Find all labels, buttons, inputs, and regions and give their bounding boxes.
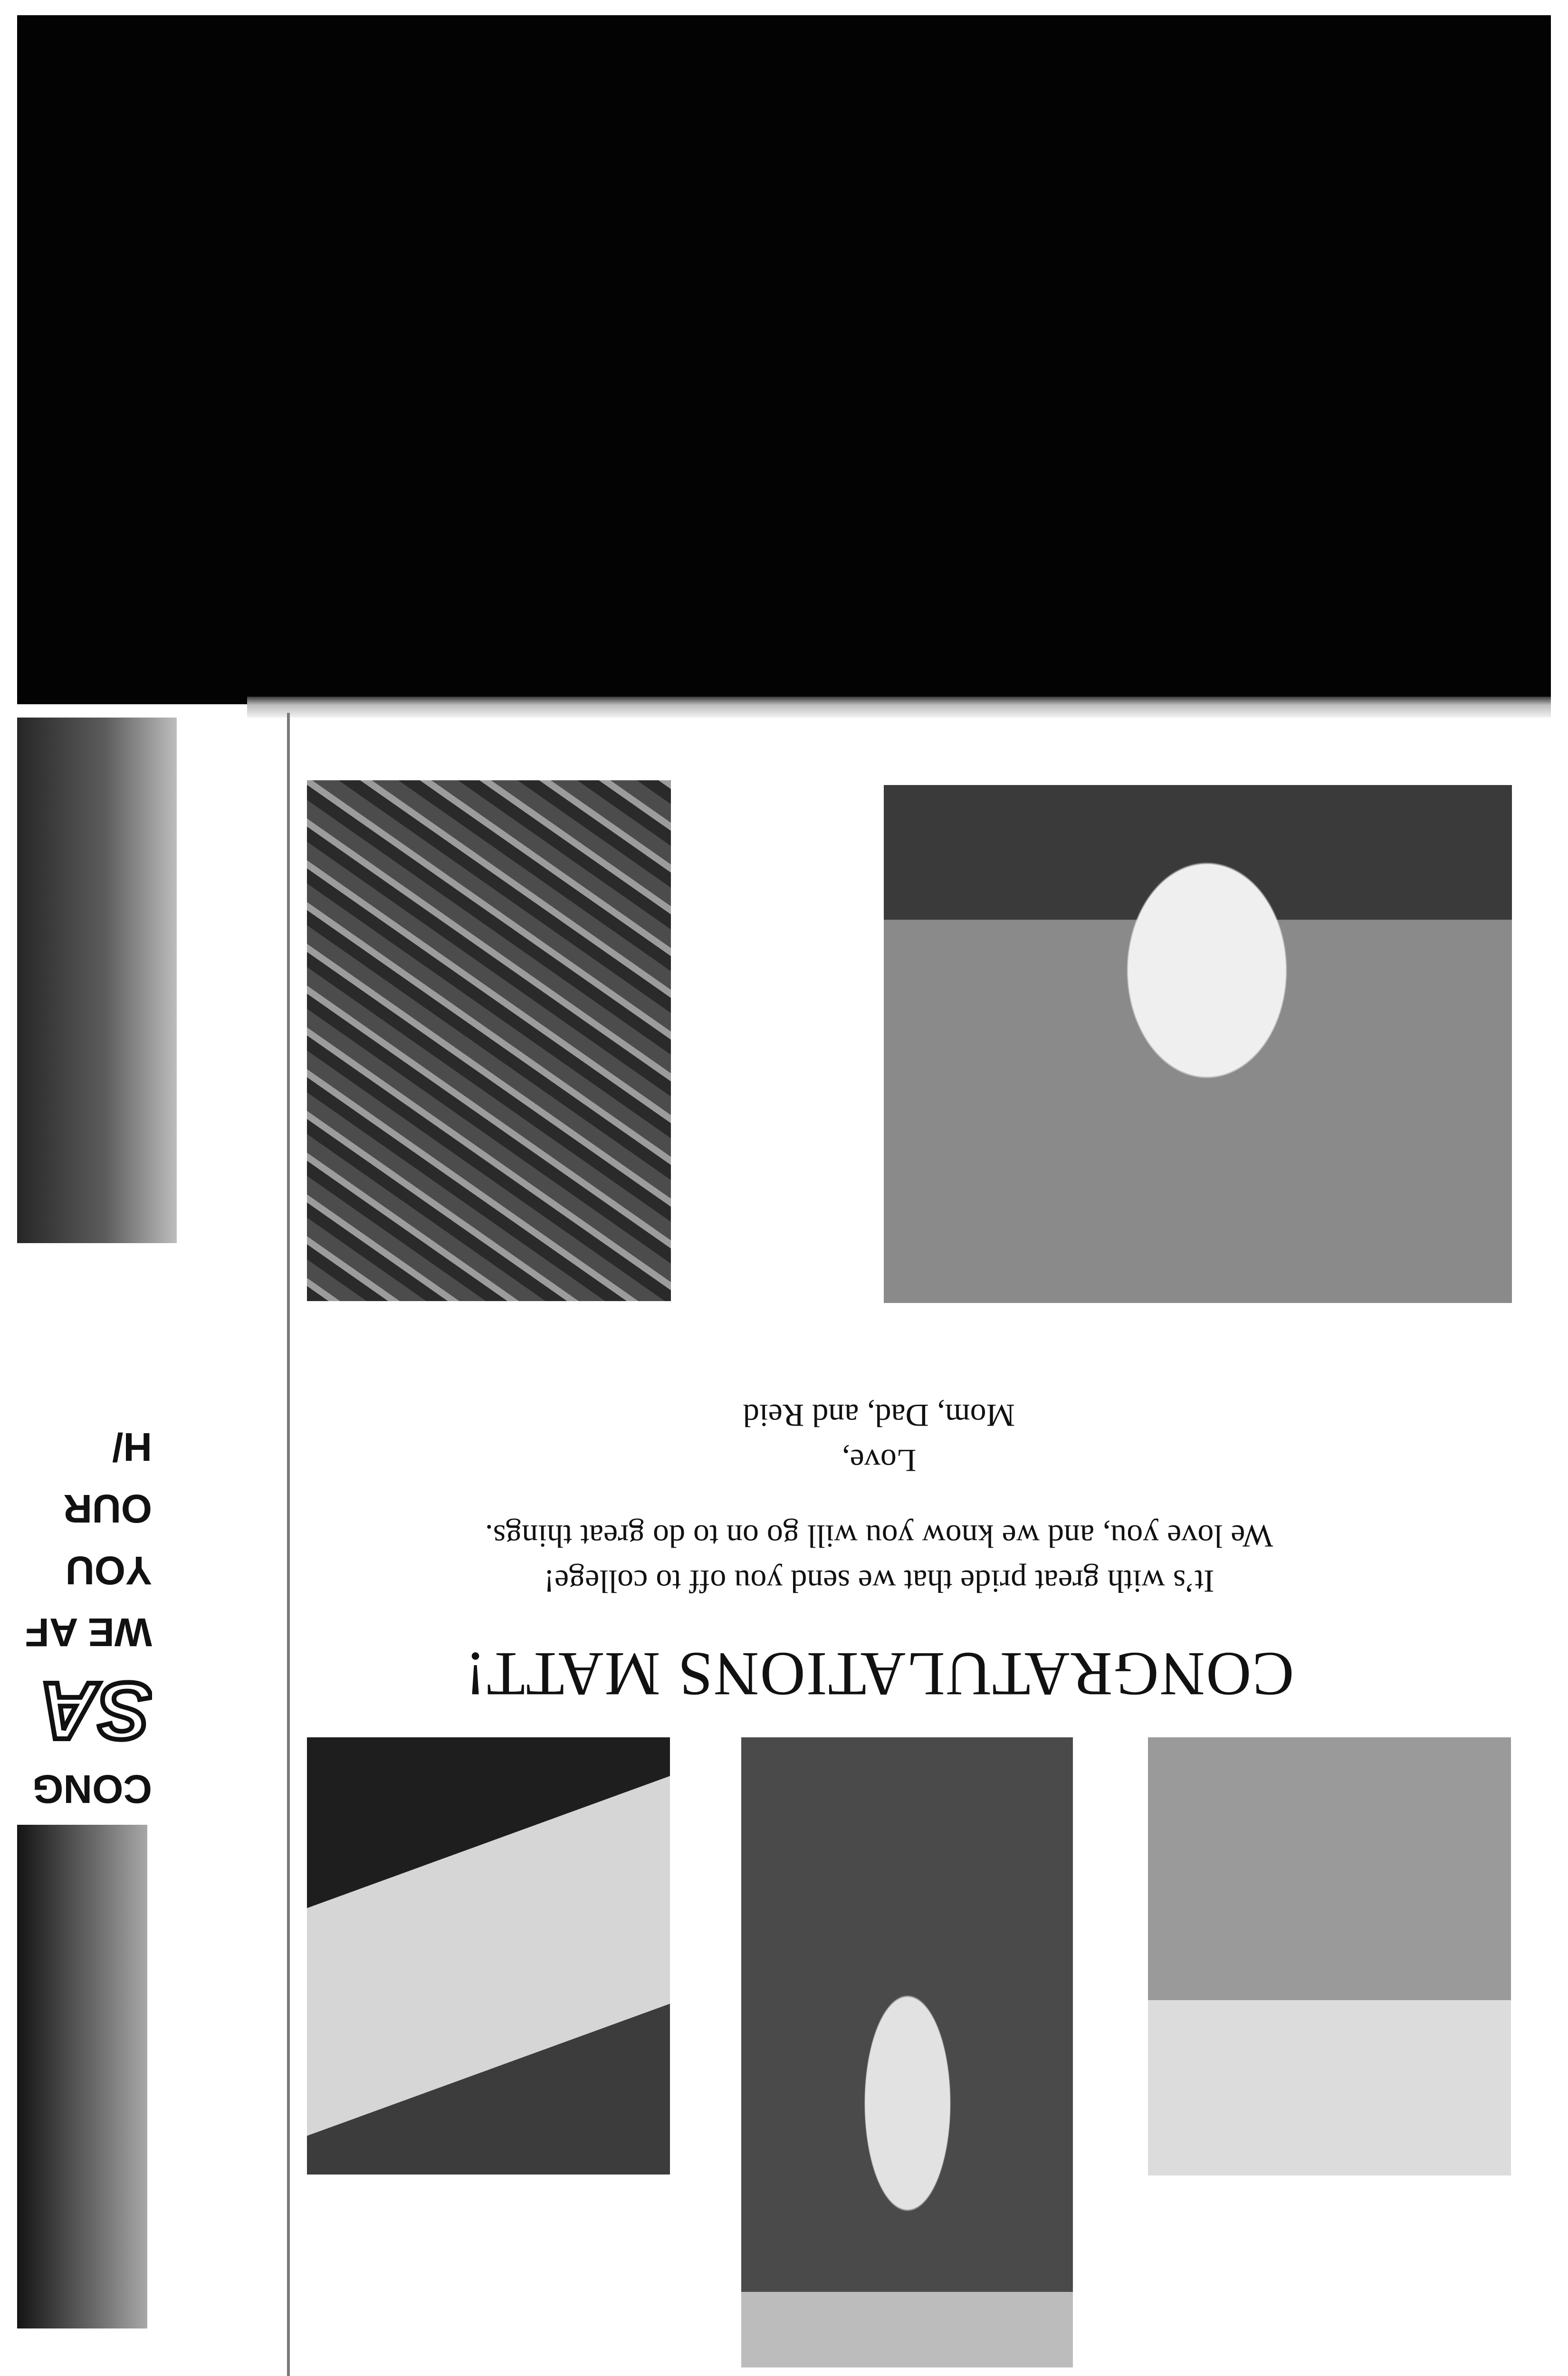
photo-child-eating (1148, 1737, 1511, 2175)
photo-flap-top (17, 718, 177, 1243)
card-line-1: It’s with great pride that we send you off to college! (544, 1563, 1214, 1600)
flap-line-4: YOU (65, 1548, 152, 1593)
flap-line-3: WE AF (25, 1610, 152, 1655)
card-closing: Love, (841, 1443, 917, 1479)
photo-group-outdoors (884, 785, 1512, 1303)
card-signature: Mom, Dad, and Reid (743, 1398, 1015, 1434)
card-title: CONGRATULATIONS MATT! (464, 1639, 1294, 1709)
flap-line-1: CONG (32, 1767, 152, 1811)
photo-child-in-tree (307, 780, 671, 1301)
card-line-2: We love you, and we know you will go on to do great things. (485, 1518, 1273, 1554)
photo-child-standing (741, 1737, 1073, 2367)
flap-line-6: H/ (112, 1425, 152, 1469)
photo-baby (307, 1737, 670, 2175)
card-message (333, 1350, 1425, 1720)
flap-text (14, 1283, 152, 1820)
photo-flap-bottom (17, 1825, 147, 2328)
flap-line-5: OUR (63, 1486, 152, 1531)
dark-scan-area (17, 15, 1551, 704)
scan-edge (247, 697, 1551, 718)
flap-line-2: SA (39, 1666, 152, 1756)
fold-line (287, 713, 290, 2376)
